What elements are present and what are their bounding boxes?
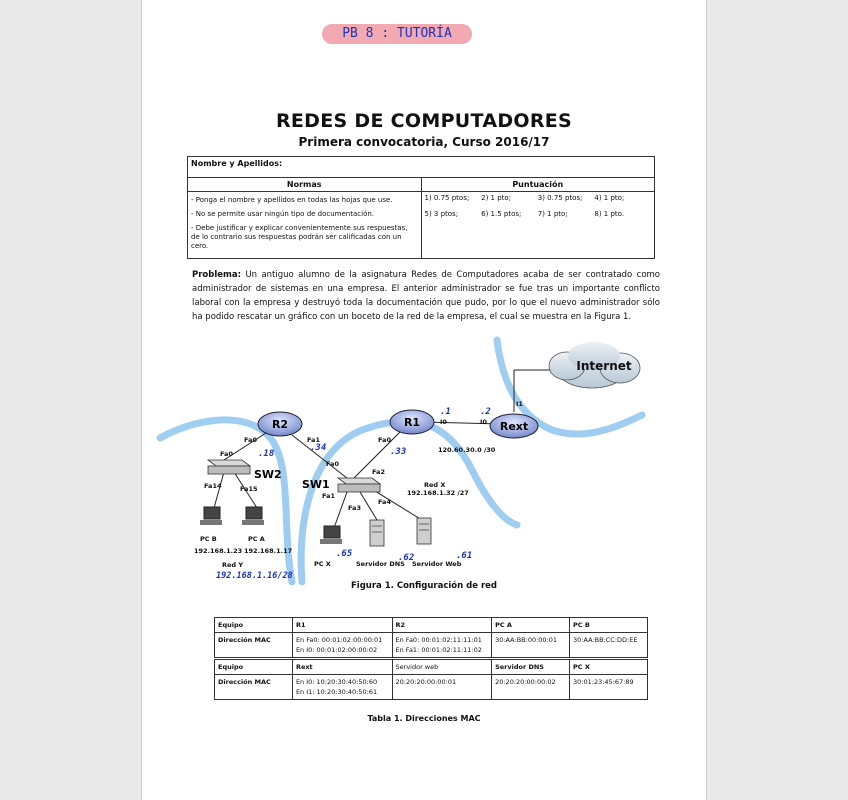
device-label: PC B (200, 535, 217, 543)
score-item: 3) 0.75 ptos; (537, 194, 583, 202)
score-item: 4) 1 pto; (594, 194, 625, 202)
server-web-icon (417, 518, 431, 544)
table-header: PC A (492, 618, 570, 633)
exam-info-table (187, 156, 655, 259)
pc-a-icon (242, 507, 264, 525)
rule-item: - Ponga el nombre y apellidos en todas las hojas que use. (191, 196, 393, 204)
mac-value: 20:20:20:00:00:01 (395, 678, 457, 686)
if-label: I0 (480, 418, 487, 426)
if-label: Fa1 (322, 492, 335, 500)
device-label: PC X (314, 560, 331, 568)
switch-sw2-icon (208, 460, 282, 481)
net-label: Red Y (222, 561, 244, 569)
table-header: R1 (292, 618, 392, 633)
if-label: Fa1 (307, 436, 320, 444)
hand-note: .2 (480, 407, 491, 417)
rule-item: - No se permite usar ningún tipo de documentación. (191, 210, 375, 218)
table-header: Rext (292, 660, 392, 675)
table-caption: Tabla 1. Direcciones MAC (367, 714, 481, 723)
mac-table-2 (214, 659, 648, 700)
if-label: Fa0 (378, 436, 391, 444)
if-label: I0 (440, 418, 447, 426)
annotation-highlight (322, 24, 472, 44)
table-header: PC B (570, 618, 648, 633)
rules-header: Normas (188, 178, 422, 192)
boundary-red-y (160, 420, 292, 582)
hand-note: .18 (258, 449, 275, 459)
device-label: 192.168.1.17 (244, 547, 293, 555)
device-label: PC A (248, 535, 265, 543)
table-cell (392, 675, 492, 700)
rules-list (188, 192, 422, 259)
device-label: Servidor DNS (356, 560, 405, 568)
mac-value: En Fa1: 00:01:02:11:11:02 (395, 646, 482, 654)
document-subtitle: Primera convocatoria, Curso 2016/17 (298, 135, 550, 149)
device-label: 192.168.1.23 (194, 547, 243, 555)
mac-value: 30:01:23:45:67:89 (573, 678, 634, 686)
device-label: Servidor Web (412, 560, 462, 568)
if-label: Fa0 (326, 460, 339, 468)
mac-value: En I0: 10:20:30:40:50:60 (295, 678, 378, 686)
scores-header: Puntuación (421, 178, 655, 192)
if-label: Fa3 (348, 504, 361, 512)
hand-note: .62 (398, 553, 415, 563)
table-cell (570, 633, 648, 658)
if-label: Fa0 (220, 450, 233, 458)
if-label: Fa2 (372, 468, 385, 476)
score-item: 7) 1 pto; (537, 210, 568, 218)
row-label: Dirección MAC (215, 633, 293, 658)
router-r2-label: R2 (271, 418, 289, 431)
net-label: 192.168.1.32 /27 (407, 489, 469, 497)
document-title: REDES DE COMPUTADORES (275, 110, 573, 132)
table-cell (292, 633, 392, 658)
hand-note: .33 (390, 447, 407, 457)
table-header: Equipo (215, 618, 293, 633)
name-field: Nombre y Apellidos: (188, 157, 655, 178)
document-page (142, 0, 706, 800)
hand-note: 192.168.1.16/28 (216, 571, 293, 581)
score-item: 2) 1 pto; (481, 194, 512, 202)
mac-value: En I1: 10:20:30:40:50:61 (295, 688, 378, 696)
problem-statement (192, 268, 660, 324)
pc-x-icon (320, 526, 342, 544)
server-dns-icon (370, 520, 384, 546)
table-header: Servidor web (392, 660, 492, 675)
mac-table-1 (214, 617, 648, 658)
table-cell (570, 675, 648, 700)
table-cell (492, 675, 570, 700)
table-header: Equipo (215, 660, 293, 675)
pc-b-icon (200, 507, 222, 525)
mac-value: 20:20:20:00:00:02 (495, 678, 556, 686)
router-r1-label: R1 (403, 416, 421, 429)
switch-sw1-icon (302, 478, 380, 492)
router-rext-label: Rext (499, 420, 529, 433)
hand-note: .1 (440, 407, 451, 417)
if-label: Fa0 (244, 436, 257, 444)
rule-item: - Debe justificar y explicar convenientemente sus respuestas, de lo contrario sus respuestas podrán ser calificadas con un cero. (191, 224, 408, 250)
score-item: 6) 1.5 ptos; (481, 210, 522, 218)
internet-cloud-icon (549, 342, 640, 388)
score-item: 8) 1 pto. (594, 210, 625, 218)
switch-sw2-label: SW2 (254, 468, 282, 481)
mac-value: 30:AA:BB:00:00:01 (495, 636, 558, 644)
internet-label: Internet (576, 359, 632, 373)
annotation-text: PB 8 : TUTORÍA (342, 26, 452, 41)
router-rext-icon (490, 414, 538, 438)
table-header: R2 (392, 618, 492, 633)
mac-value: En I0: 00:01:02:00:00:02 (295, 646, 378, 654)
network-diagram (142, 320, 706, 585)
router-r2-icon (258, 412, 302, 436)
scores-list (421, 192, 655, 259)
mac-value: En Fa0: 00:01:02:00:00:01 (295, 636, 383, 644)
hand-note: .34 (310, 443, 327, 453)
switch-sw1-label: SW1 (302, 478, 330, 491)
if-label: Fa14 (204, 482, 222, 490)
mac-value: 30:AA:BB:CC:DD:EE (573, 636, 638, 644)
score-item: 5) 3 ptos; (424, 210, 459, 218)
hand-note: .65 (336, 549, 353, 559)
mac-value: En Fa0: 00:01:02:11:11:01 (395, 636, 482, 644)
table-header: Servidor DNS (492, 660, 570, 675)
net-label: Red X (424, 481, 446, 489)
row-label: Dirección MAC (215, 675, 293, 700)
if-label: I1 (516, 400, 523, 408)
table-cell (392, 633, 492, 658)
figure-caption: Figura 1. Configuración de red (351, 581, 497, 591)
router-r1-icon (390, 410, 434, 434)
table-cell (292, 675, 392, 700)
table-cell (492, 633, 570, 658)
if-label: Fa15 (240, 485, 258, 493)
if-label: Fa4 (378, 498, 391, 506)
hand-note: .61 (456, 551, 473, 561)
problem-label: Problema: (192, 270, 242, 280)
net-label: 120.60.30.0 /30 (438, 446, 496, 454)
table-header: PC X (570, 660, 648, 675)
score-item: 1) 0.75 ptos; (424, 194, 470, 202)
problem-text: Un antiguo alumno de la asignatura Redes de Computadores acaba de ser contratado como administrador de sistemas en una empresa. El anterior administrador se fue tras un importante conflicto laboral con la empresa y destruyó toda la documentación que pudo, por lo que el nuevo administrador sólo ha podido rescatar un gráfico con un boceto de la red de la empresa, el cual se muestra en la Figura 1. (192, 270, 660, 322)
